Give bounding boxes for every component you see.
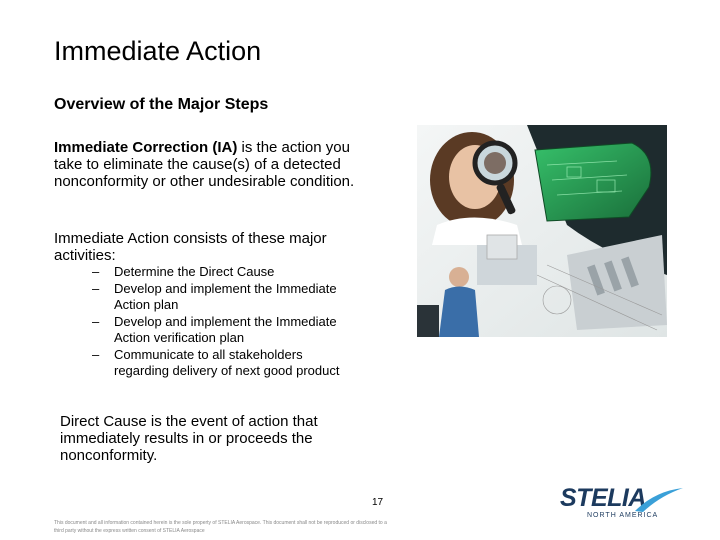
direct-cause-paragraph: Direct Cause is the event of action that immediately results in or proceeds the nonconformity. <box>60 413 318 464</box>
activities-intro: Immediate Action consists of these major activities: <box>54 230 327 264</box>
logo-wordmark: STELIA <box>560 484 646 512</box>
engineering-collage-photo <box>417 125 667 337</box>
logo-subtitle: NORTH AMERICA <box>587 512 659 519</box>
intro-term: Immediate Correction (IA) <box>54 139 238 156</box>
footer-disclaimer: This document and all information contained herein is the sole property of STELIA Aerospace. This document shall not be reproduced or disclosed to a third party without the express written consent of STELIA Aerospace <box>54 520 387 534</box>
intro-text: is the action you take to eliminate the cause(s) of a detected nonconformity or other undesirable condition. <box>54 139 355 190</box>
worker-shirt-shape <box>439 287 479 338</box>
stelia-logo <box>555 484 685 524</box>
intro-paragraph <box>54 139 374 190</box>
list-item: – Determine the Direct Cause <box>92 264 352 280</box>
circuit-board-shape <box>535 143 651 221</box>
list-item: – Develop and implement the Immediate Action plan <box>92 281 352 313</box>
slide-subtitle: Overview of the Major Steps <box>54 96 269 113</box>
slide-title: Immediate Action <box>54 36 262 66</box>
worker-head-shape <box>449 267 469 287</box>
list-item: – Communicate to all stakeholders regarding delivery of next good product <box>92 347 352 379</box>
list-item: – Develop and implement the Immediate Action verification plan <box>92 314 352 346</box>
activities-list <box>92 264 352 380</box>
page-number: 17 <box>372 497 384 508</box>
